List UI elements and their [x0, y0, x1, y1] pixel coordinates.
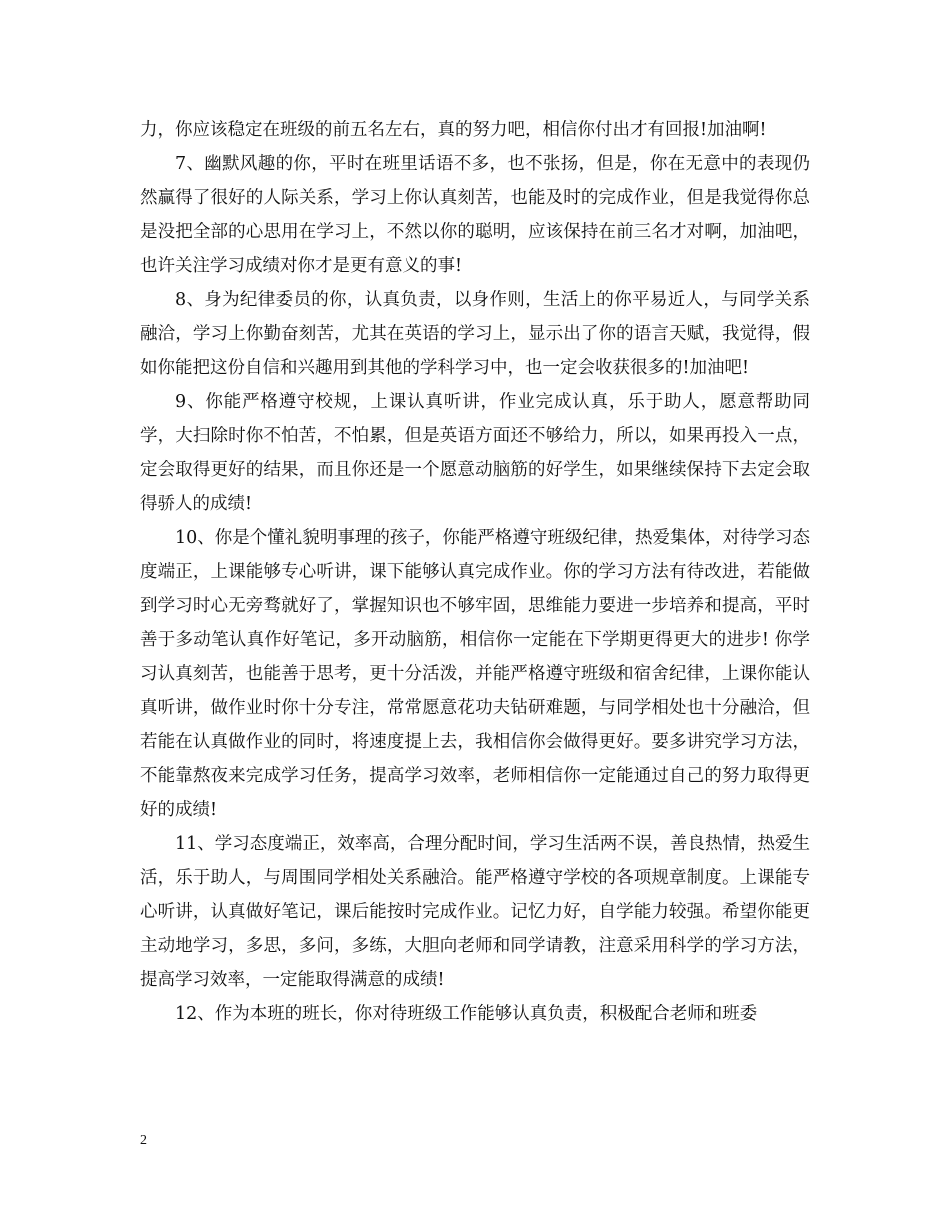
document-body — [140, 113, 810, 1031]
paragraph-continuation: 力，你应该稳定在班级的前五名左右，真的努力吧，相信你付出才有回报!加油啊! — [140, 120, 767, 140]
paragraph-comment-11: 11、学习态度端正，效率高，合理分配时间，学习生活两不误，善良热情，热爱生活，乐于助人，与周围同学相处关系融洽。能严格遵守学校的各项规章制度。上课能专心听讲，认真做好笔记，课后能按时完成作业。记忆力好，自学能力较强。希望你能更主动地学习，多思，多问，多练，大胆向老师和同学请教，注意采用科学的学习方法，提高学习效率，一定能取得满意的成绩! — [140, 834, 810, 990]
page-number: 2 — [140, 1133, 147, 1148]
paragraph-comment-10: 10、你是个懂礼貌明事理的孩子，你能严格遵守班级纪律，热爱集体，对待学习态度端正，上课能够专心听讲，课下能够认真完成作业。你的学习方法有待改进，若能做到学习时心无旁骛就好了，掌握知识也不够牢固，思维能力要进一步培养和提高，平时善于多动笔认真作好笔记，多开动脑筋，相信你一定能在下学期更得更大的进步! 你学习认真刻苦，也能善于思考，更十分活泼，并能严格遵守班级和宿舍纪律，上课你能认真听讲，做作业时你十分专注，常常愿意花功夫钻研难题，与同学相处也十分融洽，但若能在认真做作业的同时，将速度提上去，我相信你会做得更好。要多讲究学习方法，不能靠熬夜来完成学习任务，提高学习效率，老师相信你一定能通过自己的努力取得更好的成绩! — [140, 528, 810, 820]
paragraph-comment-8: 8、身为纪律委员的你，认真负责，以身作则，生活上的你平易近人，与同学关系融洽，学习上你勤奋刻苦，尤其在英语的学习上，显示出了你的语言天赋，我觉得，假如你能把这份自信和兴趣用到其他的学科学习中，也一定会收获很多的!加油吧! — [140, 290, 810, 378]
paragraph-comment-9: 9、你能严格遵守校规，上课认真听讲，作业完成认真，乐于助人，愿意帮助同学，大扫除时你不怕苦，不怕累，但是英语方面还不够给力，所以，如果再投入一点，定会取得更好的结果，而且你还是一个愿意动脑筋的好学生，如果继续保持下去定会取得骄人的成绩! — [140, 392, 810, 514]
paragraph-comment-12: 12、作为本班的班长，你对待班级工作能够认真负责，积极配合老师和班委 — [175, 1004, 758, 1024]
paragraph-comment-7: 7、幽默风趣的你，平时在班里话语不多，也不张扬，但是，你在无意中的表现仍然赢得了很好的人际关系，学习上你认真刻苦，也能及时的完成作业，但是我觉得你总是没把全部的心思用在学习上，不然以你的聪明，应该保持在前三名才对啊，加油吧，也许关注学习成绩对你才是更有意义的事! — [140, 154, 810, 276]
